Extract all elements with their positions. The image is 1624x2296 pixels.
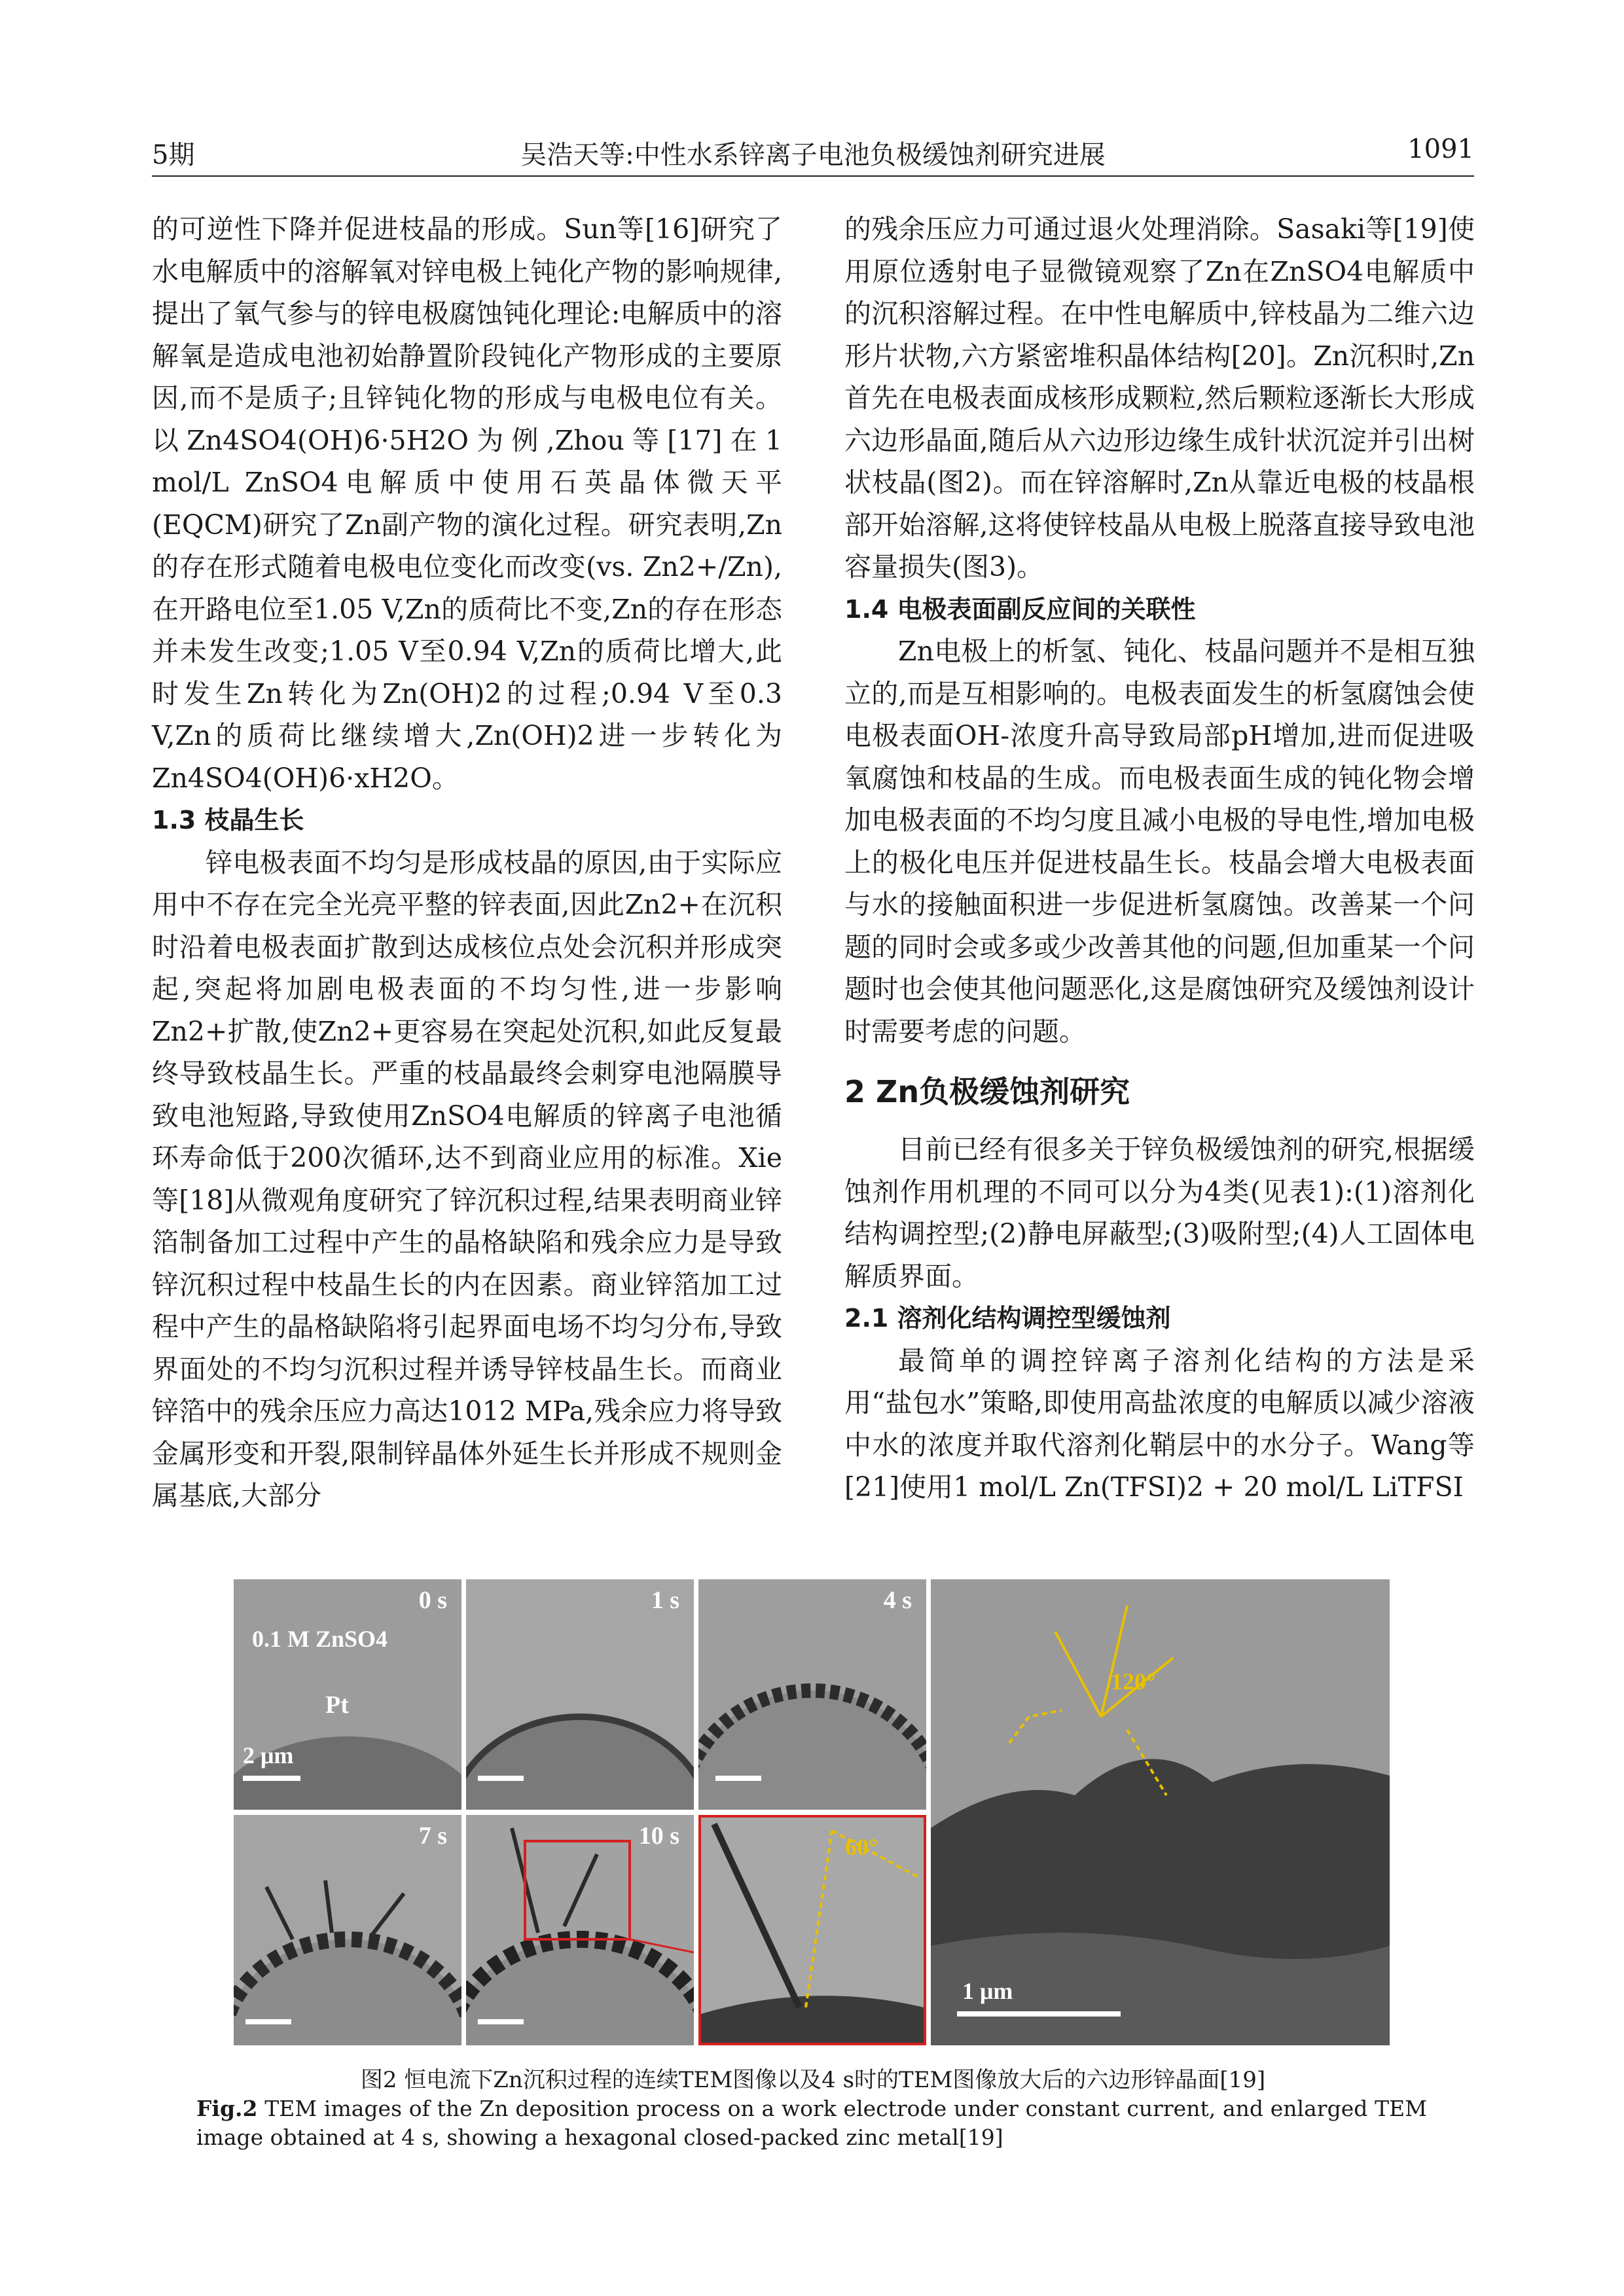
paragraph: 最简单的调控锌离子溶剂化结构的方法是采用“盐包水”策略,即使用高盐浓度的电解质以减少溶液中水的浓度并取代溶剂化鞘层中的水分子。Wang等[21]使用1 mol/L Zn(TFSI)2 + 20 mol/L LiTFSI: [844, 1344, 1475, 1503]
time-label: 4 s: [883, 1587, 912, 1614]
time-label: 10 s: [638, 1822, 679, 1850]
scale-bar: [243, 1776, 300, 1781]
figure-caption-cn: 图2 恒电流下Zn沉积过程的连续TEM图像以及4 s时的TEM图像放大后的六边形锌晶面[19]: [360, 2067, 1266, 2093]
running-title: 吴浩天等:中性水系锌离子电池负极缓蚀剂研究进展: [520, 140, 1106, 170]
time-label: 1 s: [651, 1587, 679, 1614]
hexagonal-zinc-image: [931, 1579, 1390, 2045]
angle-label: 60°: [845, 1834, 878, 1860]
figure-2: [234, 1579, 1390, 2051]
tem-panel-10s: [466, 1815, 694, 2045]
paragraph: 锌电极表面不均匀是形成枝晶的原因,由于实际应用中不存在完全光亮平整的锌表面,因此Zn2+在沉积时沿着电极表面扩散到达成核位点处会沉积并形成突起,突起将加剧电极表面的不均匀性,进一步影响Zn2+扩散,使Zn2+更容易在突起处沉积,如此反复最终导致枝晶生长。严重的枝晶最终会刺穿电池隔膜导致电池短路,导致使用ZnSO4电解质的锌离子电池循环寿命低于200次循环,达不到商业应用的标准。Xie等[18]从微观角度研究了锌沉积过程,结果表明商业锌箔制备加工过程中产生的晶格缺陷和残余应力是导致锌沉积过程中枝晶生长的内在因素。商业锌箔加工过程中产生的晶格缺陷将引起界面电场不均匀分布,导致界面处的不均匀沉积过程并诱导锌枝晶生长。而商业锌箔中的残余压应力高达1012 MPa,残余应力将导致金属形变和开裂,限制锌晶体外延生长并形成不规则金属基底,大部分: [152, 846, 782, 1511]
scale-bar: [478, 1776, 524, 1781]
running-header: [152, 134, 1474, 173]
tem-panel-zoom: [698, 1815, 926, 2045]
paragraph: Zn电极上的析氢、钝化、枝晶问题并不是相互独立的,而是互相影响的。电极表面发生的析氢腐蚀会使电极表面OH-浓度升高导致局部pH增加,进而促进吸氧腐蚀和枝晶的生成。而电极表面生成的钝化物会增加电极表面的不均匀度且减小电极的导电性,增加电极上的极化电压并促进枝晶生长。枝晶会增大电极表面与水的接触面积进一步促进析氢腐蚀。改善某一个问题的同时会或多或少改善其他的问题,但加重某一个问题时也会使其他问题恶化,这是腐蚀研究及缓蚀剂设计时需要考虑的问题。: [844, 636, 1475, 1047]
tem-panel-7s: [234, 1815, 461, 2045]
header-rule: [152, 175, 1474, 177]
paragraph: 的残余压应力可通过退火处理消除。Sasaki等[19]使用原位透射电子显微镜观察了Zn在ZnSO4电解质中的沉积溶解过程。在中性电解质中,锌枝晶为二维六边形片状物,六方紧密堆积晶体结构[20]。Zn沉积时,Zn首先在电极表面成核形成颗粒,然后颗粒逐渐长大形成六边形晶面,随后从六边形边缘生成针状沉淀并引出树状枝晶(图2)。而在锌溶解时,Zn从靠近电极的枝晶根部开始溶解,这将使锌枝晶从电极上脱落直接导致电池容量损失(图3)。: [844, 213, 1475, 583]
right-column: [844, 208, 1475, 1509]
tem-panel-1s: [466, 1579, 694, 1810]
scale-bar-label: 1 μm: [962, 1978, 1013, 2004]
page-number: 1091: [1407, 134, 1474, 164]
figure-label: Fig.2: [196, 2096, 258, 2121]
electrode-label: Pt: [325, 1691, 349, 1719]
tem-panel-hexagonal: [931, 1579, 1390, 2045]
issue-number: 5期: [152, 140, 195, 170]
zoom-image: [701, 1818, 924, 2043]
left-column: [152, 208, 782, 1517]
scale-bar-label: 2 μm: [243, 1742, 294, 1768]
scale-bar: [245, 2019, 291, 2024]
caption-text: TEM images of the Zn deposition process on a work electrode under constant current, and enlarged TEM image obtained at 4 s, showing a hexagonal closed-packed zinc metal[19]: [196, 2096, 1427, 2150]
section-heading-1-3: 1.3 枝晶生长: [152, 806, 304, 834]
section-heading-2: 2 Zn负极缓蚀剂研究: [844, 1074, 1130, 1109]
angle-label: 120°: [1111, 1668, 1156, 1695]
electrolyte-label: 0.1 M ZnSO4: [252, 1626, 388, 1652]
paragraph: 的可逆性下降并促进枝晶的形成。Sun等[16]研究了水电解质中的溶解氧对锌电极上钝化产物的影响规律,提出了氧气参与的锌电极腐蚀钝化理论:电解质中的溶解氧是造成电池初始静置阶段钝化产物形成的主要原因,而不是质子;且锌钝化物的形成与电极电位有关。以Zn4SO4(OH)6·5H2O为例,Zhou等[17]在1 mol/L ZnSO4电解质中使用石英晶体微天平(EQCM)研究了Zn副产物的演化过程。研究表明,Zn的存在形式随着电极电位变化而改变(vs. Zn2+/Zn),在开路电位至1.05 V,Zn的质荷比不变,Zn的存在形态并未发生改变;1.05 V至0.94 V,Zn的质荷比增大,此时发生Zn转化为Zn(OH)2的过程;0.94 V至0.3 V,Zn的质荷比继续增大,Zn(OH)2进一步转化为Zn4SO4(OH)6·xH2O。: [152, 213, 782, 794]
time-label: 7 s: [418, 1822, 447, 1850]
time-label: 0 s: [418, 1587, 447, 1614]
paragraph: 目前已经有很多关于锌负极缓蚀剂的研究,根据缓蚀剂作用机理的不同可以分为4类(见表1):(1)溶剂化结构调控型;(2)静电屏蔽型;(3)吸附型;(4)人工固体电解质界面。: [844, 1134, 1475, 1292]
tem-panel-4s: [698, 1579, 926, 1810]
section-heading-1-4: 1.4 电极表面副反应间的关联性: [844, 594, 1196, 624]
scale-bar: [478, 2019, 524, 2024]
tem-panel-0s: [234, 1579, 461, 1810]
scale-bar: [957, 2011, 1121, 2017]
section-heading-2-1: 2.1 溶剂化结构调控型缓蚀剂: [844, 1304, 1171, 1333]
figure-caption-en: [196, 2094, 1427, 2152]
scale-bar: [715, 1776, 761, 1781]
